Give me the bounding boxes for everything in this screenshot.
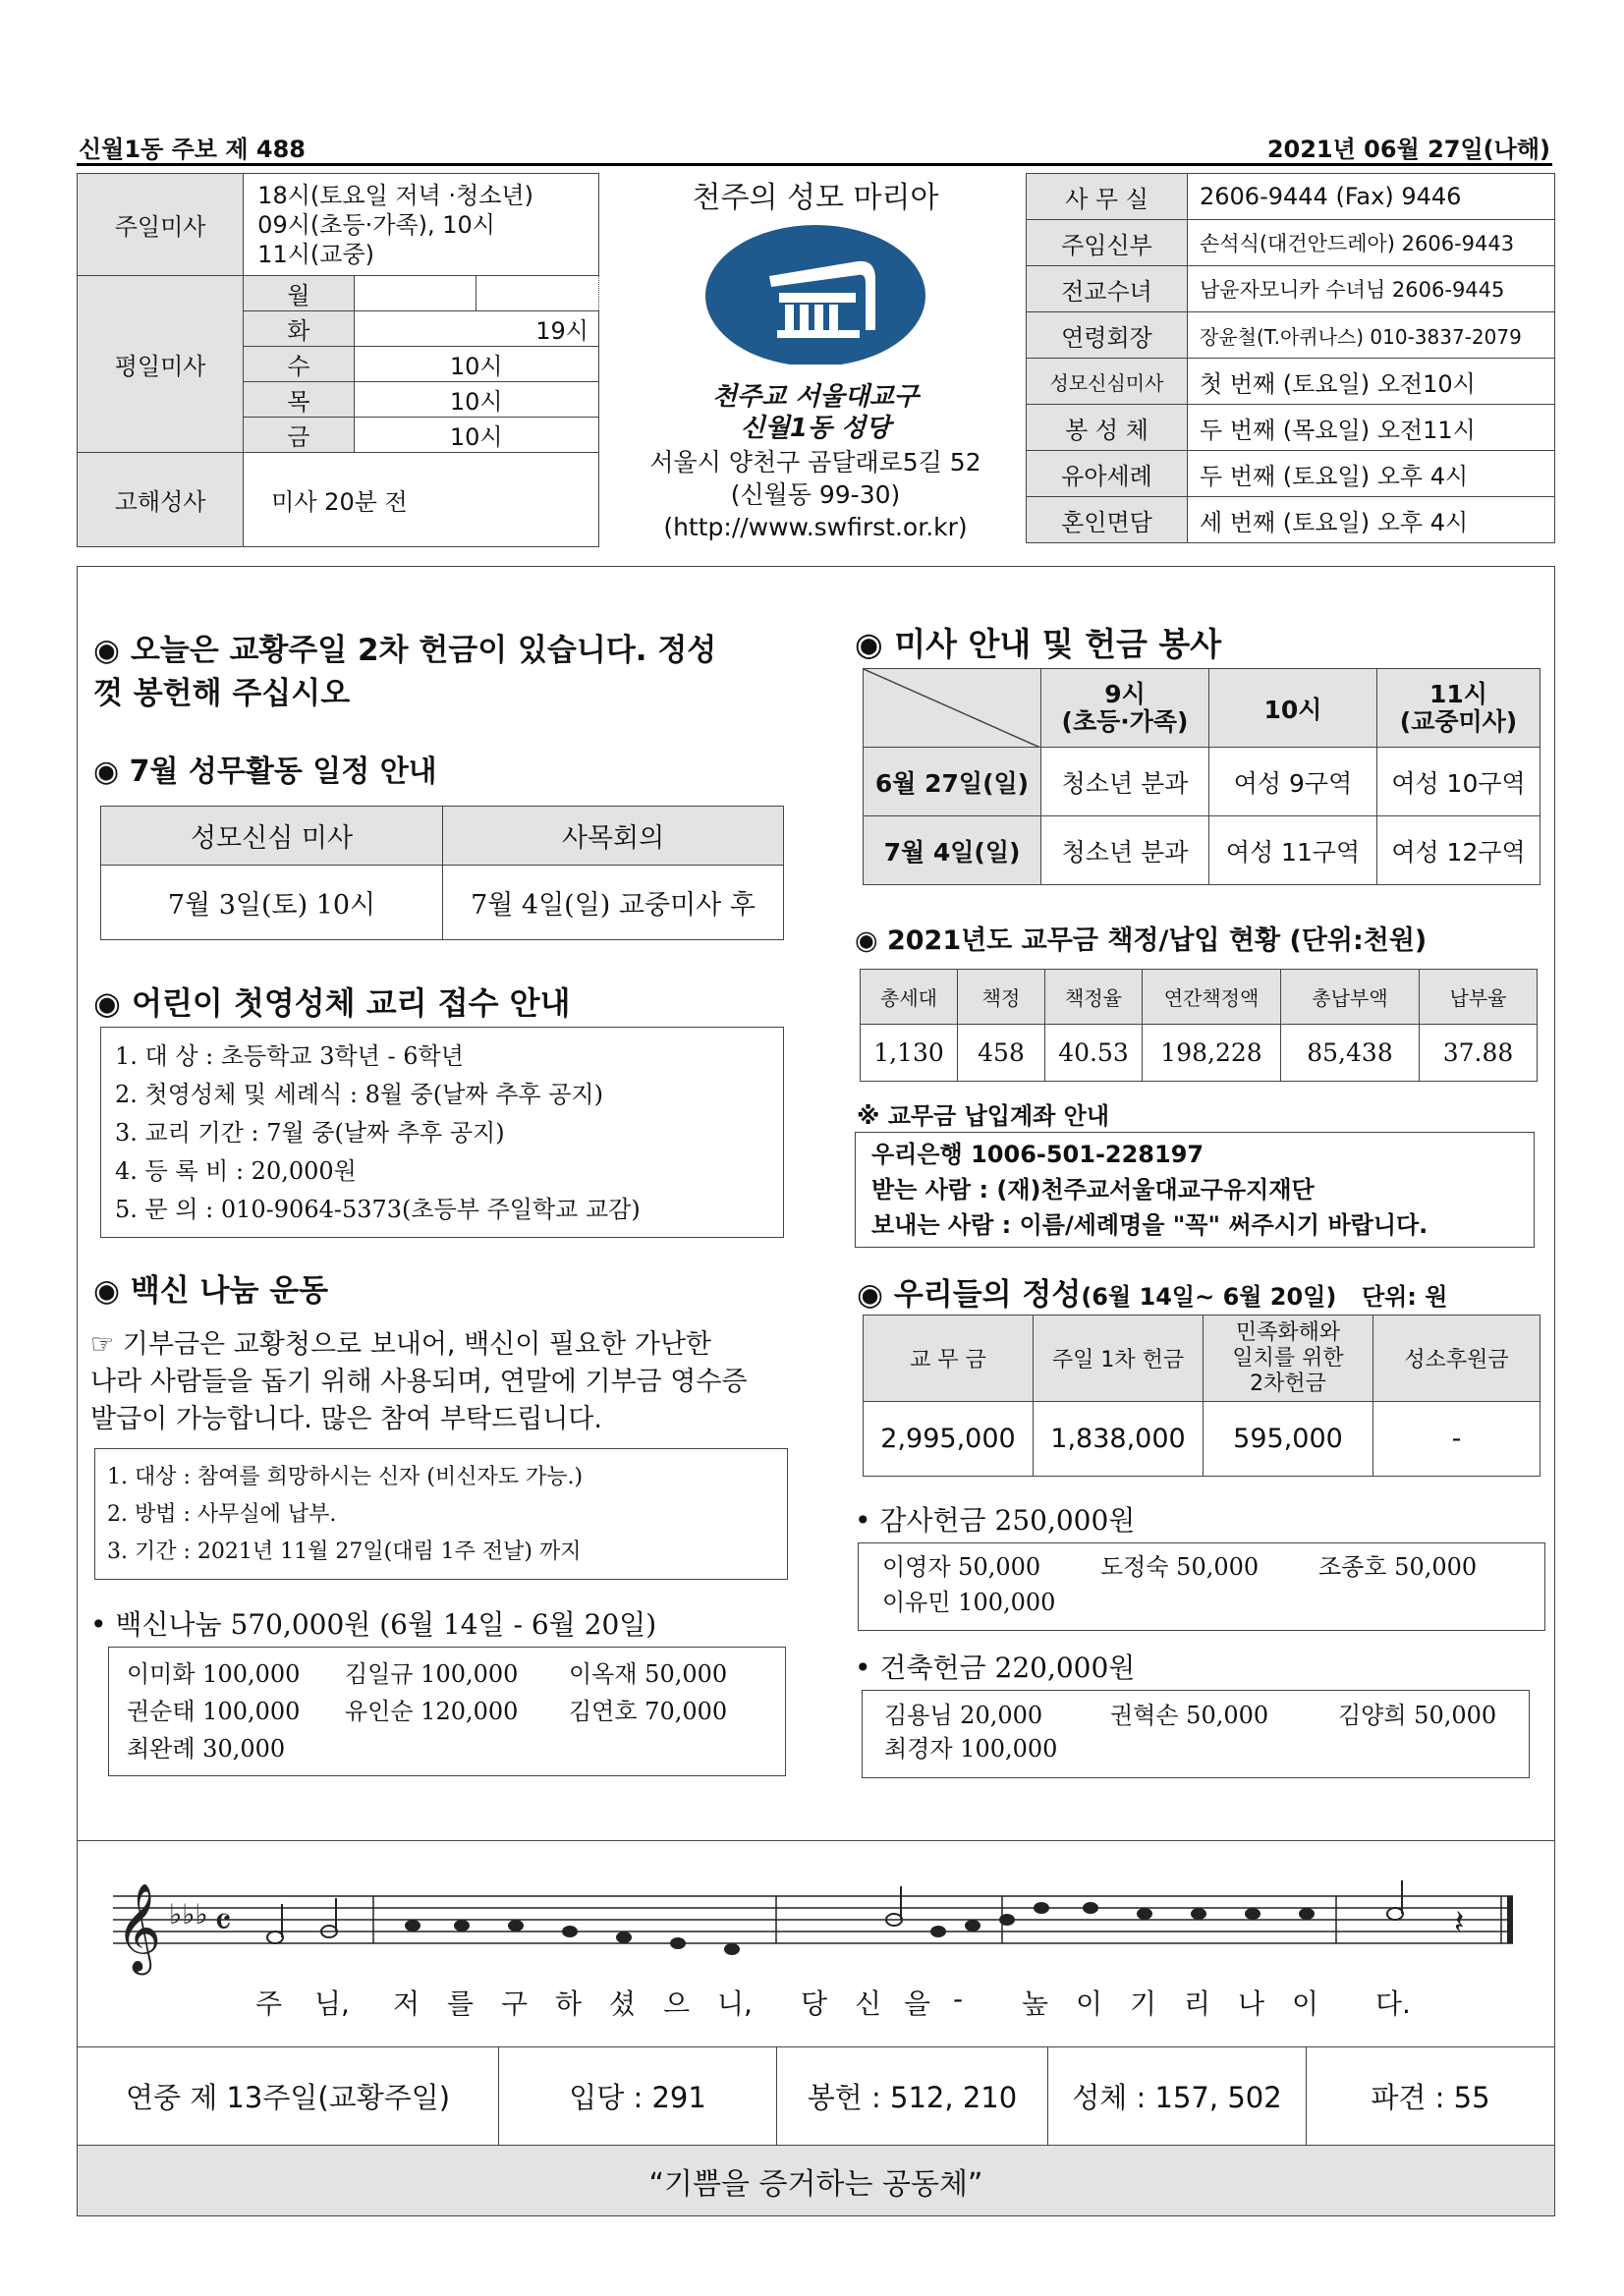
confession-label: 고해성사 — [78, 453, 244, 547]
thanks-donors: 이영자 50,000 도정숙 50,000 조종호 50,000 이유민 100,000 — [858, 1542, 1545, 1631]
svg-text:𝄴: 𝄴 — [214, 1900, 232, 1945]
july-schedule-table: 성모신심 미사 사목회의 7월 3일(토) 10시 7월 4일(일) 교중미사 후 — [100, 806, 784, 940]
weekday-fri: 금 — [244, 418, 354, 453]
liturgy-week: 연중 제 13주일(교황주일) — [78, 2047, 499, 2146]
weekday-mass-label: 평일미사 — [78, 276, 244, 453]
mass-service-title: ◉ 미사 안내 및 헌금 봉사 — [855, 625, 1222, 663]
parish-website-link[interactable]: (http://www.swfirst.or.kr) — [663, 513, 968, 541]
bank-account: 우리은행 1006-501-228197 — [871, 1141, 1204, 1168]
building-offering-title: • 건축헌금 220,000원 — [855, 1652, 1136, 1684]
account-box: 우리은행 1006-501-228197 받는 사람 : (재)천주교서울대교구유지재단 보내는 사람 : 이름/세례명을 "꼭" 써주시기 바랍니다. — [855, 1132, 1535, 1248]
account-title: ※ 교무금 납입계좌 안내 — [857, 1102, 1110, 1130]
stat-communion: 성체 : 157, 502 — [1048, 2047, 1307, 2146]
july-schedule-title: ◉ 7월 성무활동 일정 안내 — [93, 755, 437, 789]
building-donors: 김용님 20,000 권혁손 50,000 김양희 50,000 최경자 100,000 — [862, 1690, 1530, 1778]
offerings-table: 교 무 금 주일 1차 헌금 민족화해와 일치를 위한 2차헌금 성소후원금 2,995,000 1,838,000 595,000 - — [863, 1315, 1540, 1477]
svg-text:♭♭♭: ♭♭♭ — [169, 1898, 208, 1931]
svg-text:𝄞: 𝄞 — [116, 1883, 162, 1972]
sunday-mass-label: 주일미사 — [78, 174, 244, 276]
diocese-fund-table: 총세대 책정 책정율 연간책정액 총납부액 납부율 1,130 458 40.53 198,228 85,438 37.88 — [860, 969, 1538, 1082]
diagonal-cell — [864, 669, 1041, 748]
music-divider — [77, 1840, 1555, 1841]
vaccine-donors: 이미화 100,000 김일규 100,000 이옥재 50,000 권순태 100,000 유인순 120,000 김연호 70,000 최완례 30,000 — [108, 1647, 786, 1776]
stat-dismissal: 파견 : 55 — [1307, 2047, 1555, 2146]
liturgy-stats-table — [77, 2046, 1555, 2216]
weekday-fri-time: 10시 — [354, 418, 598, 453]
weekday-tue-time: 19시 — [354, 311, 598, 347]
bulletin-number: 신월1동 주보 제 488 — [79, 136, 306, 163]
vaccine-total: • 백신나눔 570,000원 (6월 14일 - 6월 20일) — [90, 1608, 657, 1641]
weekday-mon: 월 — [244, 276, 354, 311]
weekday-wed: 수 — [244, 347, 354, 382]
parish-logo-text: 천주교 서울대교구 신월1동 성당 — [712, 382, 919, 443]
mass-schedule-table — [77, 173, 599, 547]
council-meeting-date: 7월 4일(일) 교중미사 후 — [443, 866, 784, 940]
weekday-tue: 화 — [244, 311, 354, 347]
bulletin-date: 2021년 06월 27일(나해) — [1266, 136, 1550, 163]
music-staff — [108, 1867, 1523, 1994]
weekday-wed-time: 10시 — [354, 347, 598, 382]
mass-service-table: 9시 (초등·가족) 10시 11시 (교중미사) 6월 27일(일) 청소년 분과 여성 9구역 여성 10구역 7월 4일(일) 청소년 분과 여성 11구역 여성 12구역 — [863, 668, 1540, 885]
marian-mass-date: 7월 3일(토) 10시 — [101, 866, 443, 940]
vaccine-title: ◉ 백신 나눔 운동 — [93, 1273, 329, 1309]
parish-address: 서울시 양천구 곰달래로5길 52 (신월동 99-30) (http://www.swfirst.or.kr) — [609, 446, 1022, 543]
thanks-offering-title: • 감사헌금 250,000원 — [855, 1504, 1136, 1537]
sunday-mass-times: 18시(토요일 저녁 ·청소년) 09시(초등·가족), 10시 11시(교중) — [244, 174, 599, 276]
diocese-fund-title: ◉ 2021년도 교무금 책정/납입 현황 (단위:천원) — [855, 925, 1428, 956]
vaccine-description: ☞ 기부금은 교황청으로 보내어, 백신이 필요한 가난한 나라 사람들을 돕기 위해 사용되며, 연말에 기부금 영수증 발급이 가능합니다. 많은 참여 부탁드립니다. — [90, 1329, 748, 1434]
stat-offertory: 봉헌 : 512, 210 — [777, 2047, 1048, 2146]
stat-entrance: 입당 : 291 — [499, 2047, 777, 2146]
parish-motto: “기쁨을 증거하는 공동체” — [78, 2146, 1555, 2216]
confession-value: 미사 20분 전 — [244, 453, 599, 547]
vaccine-details-box: 1. 대상 : 참여를 희망하시는 신자 (비신자도 가능.) 2. 방법 : 사무실에 납부. 3. 기간 : 2021년 11월 27일(대림 1주 전날) 까지 — [94, 1448, 788, 1580]
header-rule — [77, 163, 1552, 166]
svg-text:𝄽: 𝄽 — [1454, 1903, 1465, 1942]
first-communion-title: ◉ 어린이 첫영성체 교리 접수 안내 — [93, 984, 571, 1022]
weekday-thu-time: 10시 — [354, 382, 598, 418]
offerings-title-row: ◉ 우리들의 정성(6월 14일~ 6월 20일) 단위: 원 — [857, 1277, 1448, 1313]
parish-logo — [700, 222, 931, 364]
notice-second-collection: ◉ 오늘은 교황주일 2차 헌금이 있습니다. 정성 껏 봉헌해 주십시오 — [93, 633, 717, 711]
parish-patron: 천주의 성모 마리아 — [692, 181, 939, 215]
first-communion-box: 1. 대 상 : 초등학교 3학년 - 6학년 2. 첫영성체 및 세례식 : 8월 중(날짜 추후 공지) 3. 교리 기간 : 7월 중(날짜 추후 공지) 4. 등 록 비 : 20,000원 5. 문 의 : 010-9064-5373(초등부 주일학교 교감) — [100, 1027, 784, 1238]
contacts-table: 사 무 실 2606-9444 (Fax) 9446 주임신부 손석식(대건안드레아) 2606-9443 전교수녀 남윤자모니카 수녀님 2606-9445 연령회장 장윤철(T.아퀴나스) 010-3837-2079 성모신심미사 첫 번째 (토요일) 오전10시 봉 성 체 두 번째 (목요일) 오전11시 유아세례 두 번째 (토요일) 오후 4시 혼인면담 세 번째 (토요일) 오후 4시 — [1026, 173, 1555, 543]
weekday-thu: 목 — [244, 382, 354, 418]
